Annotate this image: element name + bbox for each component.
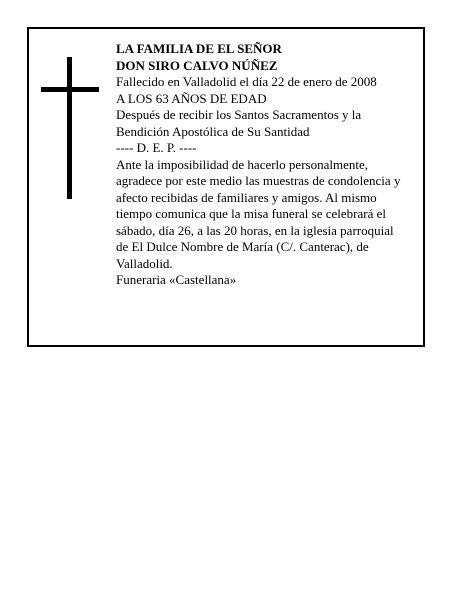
rip-text: ---- D. E. P. ---- (116, 140, 197, 155)
notice-text (116, 41, 406, 289)
death-info: Fallecido en Valladolid el día 22 de enero de 2008 (116, 74, 377, 89)
cross-vertical-bar (67, 57, 72, 199)
funeral-home: Funeraria «Castellana» (116, 272, 237, 287)
cross-horizontal-bar (41, 87, 99, 92)
deceased-name: DON SIRO CALVO NÚÑEZ (116, 57, 278, 73)
obituary-notice (27, 27, 425, 347)
family-heading: LA FAMILIA DE EL SEÑOR (116, 41, 282, 56)
latin-cross-icon (41, 57, 101, 199)
sacraments-text: Después de recibir los Santos Sacramentos y la Bendición Apostólica de Su Santidad (116, 107, 362, 139)
age-text: A LOS 63 AÑOS DE EDAD (116, 90, 267, 106)
condolence-message: Ante la imposibilidad de hacerlo personalmente, agradece por este medio las muestras de condolencia y afecto recibidas de familiares y amigos. Al mismo tiempo comunica que la misa funeral se celebrará el sábado, día 26, a las 20 horas, en la iglesia parroquial de El Dulce Nombre de María (C/. Canterac), de Valladolid. (116, 156, 401, 271)
